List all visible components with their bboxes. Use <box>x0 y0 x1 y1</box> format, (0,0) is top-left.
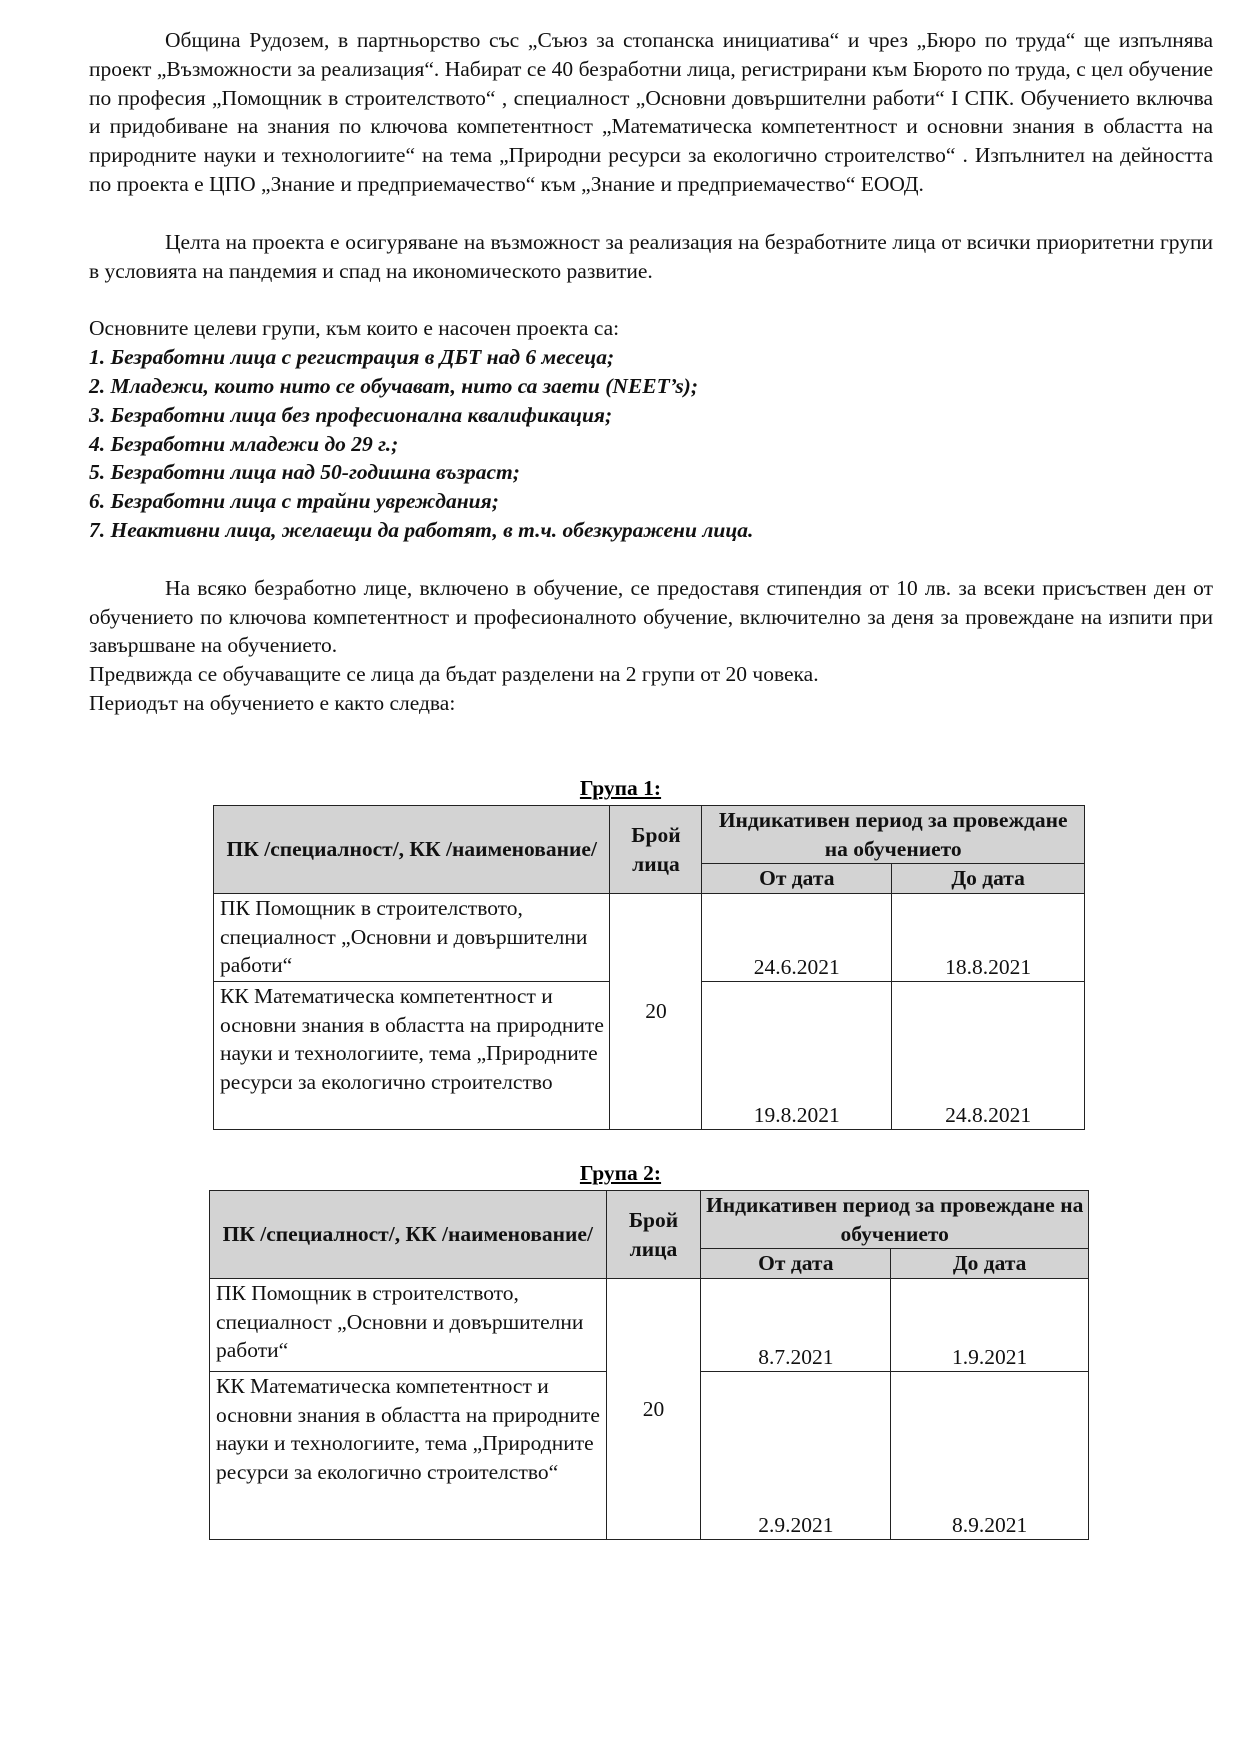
header-from-date: От дата <box>702 864 892 894</box>
goal-paragraph: Целта на проекта е осигуряване на възможност за реализация на безработните лица от всички приоритетни групи в условията на пандемия и спад на икономическото развитие. <box>89 229 1213 283</box>
row-to-date: 8.9.2021 <box>891 1372 1089 1540</box>
row-description: ПК Помощник в строителството, специалност „Основни и довършителни работи“ <box>214 894 610 982</box>
list-item: 4. Безработни младежи до 29 г.; <box>89 431 399 456</box>
header-from-date: От дата <box>701 1249 891 1279</box>
group1-table <box>213 805 1085 1130</box>
table-row <box>214 894 1085 982</box>
list-item: 6. Безработни лица с трайни увреждания; <box>89 489 499 514</box>
list-item: 2. Младежи, които нито се обучават, нито са заети (NEET’s); <box>89 373 699 398</box>
header-count: Брой лица <box>606 1191 701 1279</box>
list-item: 5. Безработни лица над 50-годишна възраст; <box>89 460 520 485</box>
row-from-date: 24.6.2021 <box>702 894 892 982</box>
row-description: ПК Помощник в строителството, специалност „Основни и довършителни работи“ <box>210 1279 607 1372</box>
list-item: 7. Неактивни лица, желаещи да работят, в т.ч. обезкуражени лица. <box>89 517 754 542</box>
header-period: Индикативен период за провеждане на обучението <box>702 806 1085 864</box>
row-description: КК Математическа компетентност и основни знания в областта на природните науки и технологиите, тема „Природните ресурси за екологично строителство“ <box>210 1372 607 1540</box>
table-header-row <box>210 1191 1089 1249</box>
groups-split-paragraph: Предвижда се обучаващите се лица да бъдат разделени на 2 групи от 20 човека. <box>89 662 819 687</box>
table-header-row <box>214 806 1085 864</box>
group1-caption-wrap <box>0 776 1241 806</box>
row-count: 20 <box>610 894 702 1130</box>
header-to-date: До дата <box>891 1249 1089 1279</box>
row-to-date: 24.8.2021 <box>892 982 1085 1130</box>
row-to-date: 18.8.2021 <box>892 894 1085 982</box>
row-count: 20 <box>606 1279 701 1540</box>
group1-caption: Група 1: <box>579 776 662 800</box>
intro-paragraph: Община Рудозем, в партньорство със „Съюз за стопанска инициатива“ и чрез „Бюро по труда“ ще изпълнява проект „Възможности за реализация“. Набират се 40 безработни лица, регистрирани към Бюрото по труда, с цел обучение по професия „Помощник в строителството“ , специалност „Основни довършителни работи“ I СПК. Обучението включва и придобиване на знания по ключова компетентност „Математическа компетентност и основни знания в областта на природните науки и технологиите“ на тема „Природни ресурси за екологично строителство“ . Изпълнител на дейността по проекта е ЦПО „Знание и предприемачество“ към „Знание и предприемачество“ ЕООД. <box>89 28 1213 196</box>
target-groups-intro: Основните целеви групи, към които е насочен проекта са: <box>89 316 620 341</box>
header-to-date: До дата <box>892 864 1085 894</box>
row-to-date: 1.9.2021 <box>891 1279 1089 1372</box>
header-specialty: ПК /специалност/, КК /наименование/ <box>210 1191 607 1279</box>
row-from-date: 19.8.2021 <box>702 982 892 1130</box>
row-from-date: 8.7.2021 <box>701 1279 891 1372</box>
group2-caption-wrap <box>0 1161 1241 1191</box>
row-description: КК Математическа компетентност и основни знания в областта на природните науки и технологиите, тема „Природните ресурси за екологично строителство <box>214 982 610 1130</box>
header-specialty: ПК /специалност/, КК /наименование/ <box>214 806 610 894</box>
stipend-paragraph: На всяко безработно лице, включено в обучение, се предоставя стипендия от 10 лв. за всеки присъствен ден от обучението по ключова компетентност и професионалното обучение, включително за деня за провеждане на изпити при завършване на обучението. <box>89 575 1213 658</box>
header-count: Брой лица <box>610 806 702 894</box>
group2-table <box>209 1190 1089 1540</box>
target-groups-list <box>89 343 1213 545</box>
table-row <box>210 1279 1089 1372</box>
list-item: 1. Безработни лица с регистрация в ДБТ над 6 месеца; <box>89 345 615 370</box>
list-item: 3. Безработни лица без професионална квалификация; <box>89 402 613 427</box>
row-from-date: 2.9.2021 <box>701 1372 891 1540</box>
header-period: Индикативен период за провеждане на обучението <box>701 1191 1089 1249</box>
document-page <box>89 26 1213 718</box>
period-intro: Периодът на обучението е както следва: <box>89 690 456 715</box>
group2-caption: Група 2: <box>579 1161 662 1185</box>
